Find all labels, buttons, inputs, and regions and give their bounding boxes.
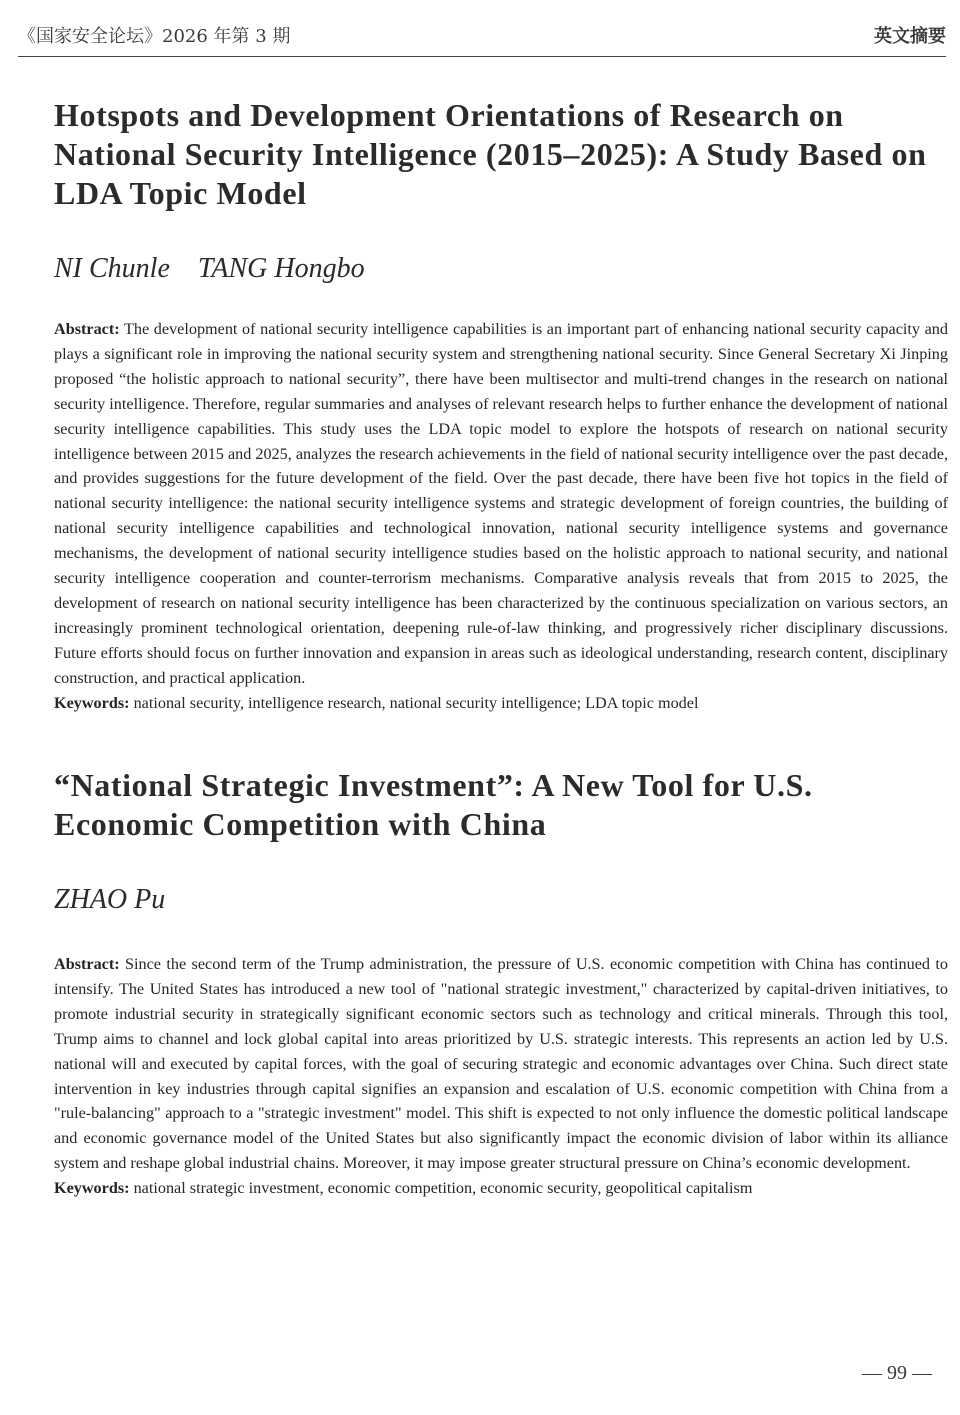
article-title: “National Strategic Investment”: A New Tool for U.S. Economic Competition with China bbox=[54, 767, 813, 842]
running-header bbox=[18, 22, 946, 50]
header-rule bbox=[18, 56, 946, 57]
page-number: — 99 — bbox=[862, 1362, 932, 1384]
keywords-text: national security, intelligence research, national security intelligence; LDA topic model bbox=[133, 693, 699, 712]
keywords-line bbox=[54, 1176, 948, 1201]
article-title: Hotspots and Development Orientations of Research on National Security Intelligence (2015–2025): A Study Based on LDA Topic Model bbox=[54, 97, 927, 211]
abstract-text: The development of national security intelligence capabilities is an important part of enhancing national security capacity and plays a significant role in improving the national security system and strengthening national security. Since General Secretary Xi Jinping proposed “the holistic approach to national security”, there have been multisector and multi-trend changes in the research on national security intelligence. Therefore, regular summaries and analyses of relevant research helps to further enhance the development of national security intelligence capabilities. This study uses the LDA topic model to explore the hotspots of research on national security intelligence between 2015 and 2025, analyzes the research achievements in the field of national security intelligence over the past decade, and provides suggestions for the future development of the field. Over the past decade, there have been five hot topics in the field of national security intelligence: the national security intelligence systems and strategic development of foreign countries, the building of national security intelligence capabilities and technological innovation, national security intelligence systems and governance mechanisms, the development of national security intelligence studies based on the holistic approach to national security, and national security intelligence cooperation and counter-terrorism mechanisms. Comparative analysis reveals that from 2015 to 2025, the development of research on national security intelligence has been characterized by the continuous specialization on various sectors, an increasingly prominent technological orientation, deepening rule-of-law thinking, and progressively richer disciplinary discussions. Future efforts should focus on further innovation and expansion in areas such as ideological understanding, research content, disciplinary construction, and practical application. bbox=[54, 320, 948, 687]
keywords-line bbox=[54, 691, 948, 716]
abstract-label: Abstract: bbox=[54, 320, 120, 338]
abstract-paragraph bbox=[54, 317, 948, 691]
abstract-paragraph bbox=[54, 952, 948, 1176]
journal-name: 《国家安全论坛》2026 年第 3 期 bbox=[18, 26, 291, 47]
section-label: 英文摘要 bbox=[874, 26, 946, 47]
keywords-text: national strategic investment, economic competition, economic security, geopolitical capitalism bbox=[133, 1179, 753, 1198]
keywords-label: Keywords: bbox=[54, 693, 130, 712]
keywords-label: Keywords: bbox=[54, 1179, 130, 1198]
article-authors: NI Chunle TANG Hongbo bbox=[54, 253, 365, 284]
article-1 bbox=[54, 96, 948, 716]
abstract-text: Since the second term of the Trump administration, the pressure of U.S. economic competition with China has continued to intensify. The United States has introduced a new tool of "national strategic investment," characterized by capital-driven initiatives, to promote industrial security in strategically significant economic sectors such as technology and critical minerals. Through this tool, Trump aims to channel and lock global capital into areas prioritized by U.S. strategic interests. This represents an action led by U.S. national will and executed by capital forces, with the goal of securing strategic and economic advantages over China. Such direct state intervention in key industries through capital signifies an expansion and escalation of U.S. economic competition with China from a "rule-balancing" approach to a "strategic investment" model. This shift is expected to not only influence the domestic political landscape and economic governance model of the United States but also significantly impact the economic division of labor within its alliance system and reshape global industrial chains. Moreover, it may impose greater structural pressure on China’s economic development. bbox=[54, 955, 948, 1173]
abstract-label: Abstract: bbox=[54, 955, 120, 973]
article-2 bbox=[54, 766, 948, 1201]
article-authors: ZHAO Pu bbox=[54, 884, 166, 915]
